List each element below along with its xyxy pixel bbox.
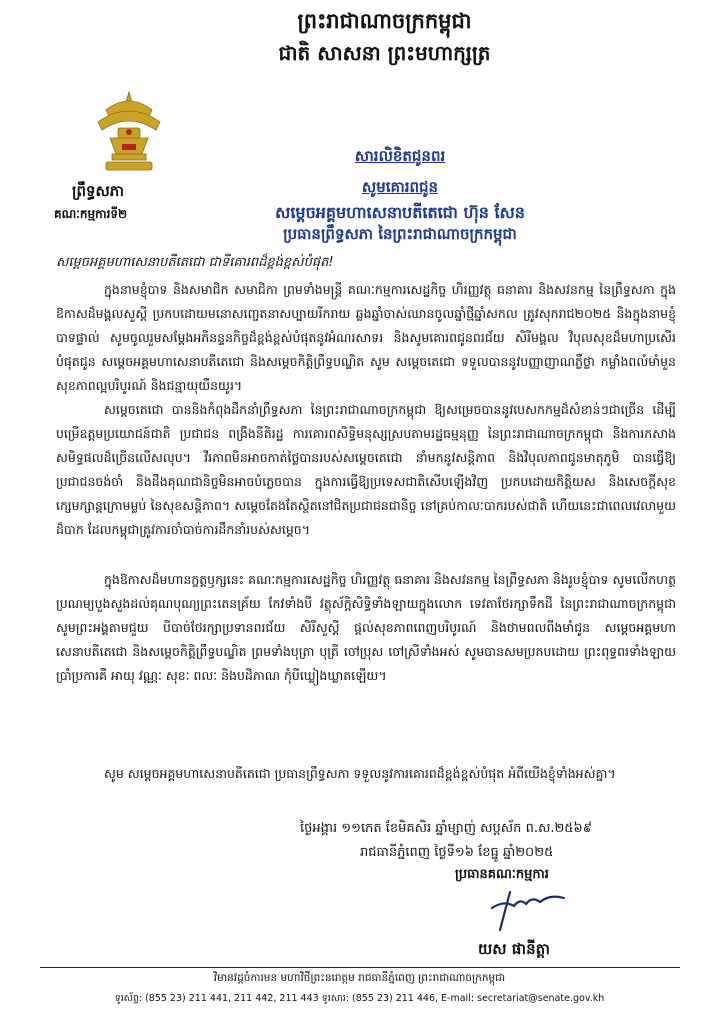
signature-icon: [470, 878, 580, 936]
body-paragraph-4-text: សូម សម្ដេចអគ្គមហាសេនាបតីតេជោ ប្រធានព្រឹទ្ធសភា ទទួលនូវការគោរពដ៏ខ្ពង់ខ្ពស់បំផុត អំពីយើងខ្ញុំទាំងអស់គ្នា។: [104, 766, 616, 781]
signer-title: ប្រធានគណៈកម្មការ: [455, 867, 549, 882]
body-paragraph-3: [56, 568, 676, 760]
body-paragraph-3-text: ក្នុងឱកាសដ៏មហានក្ខត្តឫក្សនេះ គណៈកម្មការសេដ្ឋកិច្ច ហិរញ្ញវត្ថុ ធនាគារ និងសវនកម្ម នៃព្រឹទ្ធសភា និងរូបខ្ញុំបាទ សូមលើកហត្ថប្រណម្យបួងសួងដល់គុណបុណ្យព្រះតេនគ្រ័យ កែវទាំងបី វត្ថុស័ក្តិសិទ្ធិទាំងឡាយក្នុងលោក ទេវតាថែរក្សាទឹកដី នៃព្រះរាជាណាចក្រកម្ពុជា សូមព្រះអង្គតាមជួយ បីបាច់ថែរក្សាប្រទានពរជ័យ សិរីសួស្ដី ផ្ដល់សុខភាពពេញបរិបូរណ៍ និងថាមពលពីងមាំជូន សម្ដេចអគ្គមហាសេនាបតីតេជោ និងសម្ដេចកិត្តិព្រឹទ្ធបណ្ឌិត ព្រមទាំងបុត្រា បុត្រី ចៅប្រុស ចៅស្រីទាំងអស់ សូមបានសមប្រកបដោយ ព្រះពុទ្ធពរទាំងឡាយប្រាំប្រការគឺ អាយុ វណ្ណៈ សុខៈ ពលៈ និងបដិភាណ កុំបីឃ្លៀងឃ្លាតឡើយ។: [56, 572, 676, 683]
body-paragraph-1: [56, 278, 676, 398]
solar-date: រាជធានីភ្នំពេញ ថ្ងៃទី១៦ ខែធ្នូ ឆ្នាំ២០២៥: [360, 845, 554, 860]
body-paragraph-2: [56, 398, 676, 568]
footer-divider: [40, 967, 680, 968]
national-motto: ជាតិ សាសនា ព្រះមហាក្សត្រ: [278, 41, 491, 65]
recipient-role: ប្រធានព្រឹទ្ធសភា នៃព្រះរាជាណាចក្រកម្ពុជា: [283, 225, 517, 243]
kingdom-title: ព្រះរាជាណាចក្រកម្ពុជា: [297, 9, 472, 33]
body-paragraph-1-text: ក្នុងនាមខ្ញុំបាទ និងសមាជិក សមាជិកា ព្រមទាំងមន្ត្រី គណៈកម្មការសេដ្ឋកិច្ច ហិរញ្ញវត្ថុ ធនាគារ និងសវនកម្ម នៃព្រឹទ្ធសភា ក្នុងឱកាសដ៏មង្គលសួស្ដី ប្រកបដោយមនោសញ្ចេតនាសប្បាយរីករាយ ឆ្លងឆ្នាំចាស់ឈានចូលឆ្នាំថ្មីឆ្នាំសកល ត្រូវសុករាជ២០២៥ និងក្នុងនាមខ្ញុំបាទផ្ទាល់ សូមចូលរួមសម្ដែងអភិនន្ទនកិច្ចដ៏ខ្ពង់ខ្ពស់បំផុតនូវអំណរសាទរ និងសូមគោរពជូនពរជ័យ សិរីមង្គល វិបុលសុខដ៏មហាប្រសើរបំផុតជូន សម្ដេចអគ្គមហាសេនាបតីតេជោ និងសម្ដេចកិត្តិព្រឹទ្ធបណ្ឌិត សូម សម្ដេចតេជោ ទទួលបាននូវបញ្ញាញាណភ្លឺថ្លា កម្លាំងពលំមាំមួន សុខភាពល្អបរិបូរណ៍ និងជន្មាយុយឺនយូរ។: [56, 282, 676, 393]
recipient-name: សម្ដេចអគ្គមហាសេនាបតីតេជោ ហ៊ុន សែន: [275, 203, 525, 222]
commission-label: គណៈកម្មការទី២: [54, 207, 128, 221]
lunar-date: ថ្ងៃអង្គារ ១១កេត ខែមិគសិរ ឆ្នាំម្សាញ់ សប្តស័ក ព.ស.២៥៦៩: [300, 821, 592, 836]
senate-label: ព្រឹទ្ធសភា: [72, 182, 125, 200]
salutation: សម្ដេចអគ្គមហាសេនាបតីតេជោ ជាទីគោរពដ៏ខ្ពង់ខ្ពស់បំផុត!: [56, 255, 334, 270]
body-paragraph-4: [56, 762, 676, 810]
signer-name: យស ផានីត្តា: [478, 940, 550, 958]
footer-contact: ទូរស័ព្ទ: (855 23) 211 441, 211 442, 211 443 ទូរសារ: (855 23) 211 446, E-mail: secretariat@senate.gov.kh: [114, 993, 605, 1004]
respectfully-to: សូមគោរពជូន: [361, 178, 439, 196]
document-title: សារលិខិតជូនពរ: [354, 147, 446, 165]
footer-address: វិមានវដ្តចំការមន មហាវិថីព្រះនរោត្តម រាជធានីភ្នំពេញ ព្រះរាជាណាចក្រកម្ពុជា: [213, 972, 506, 984]
body-paragraph-2-text: សម្ដេចតេជោ បាននិងកំពុងដឹកនាំព្រឹទ្ធសភា នៃព្រះរាជាណាចក្រកម្ពុជា ឱ្យសម្រេចបាននូវបេសកកម្មដ៏សំខាន់ៗជាច្រើន ដើម្បីបម្រើឧត្តមប្រយោជន៍ជាតិ ប្រជាជន ពង្រឹងនីតិរដ្ឋ ការគោរពសិទ្ធិមនុស្សស្របតាមរដ្ឋធម្មនុញ្ញ នៃព្រះរាជាណាចក្រកម្ពុជា និងការកសាងសមិទ្ធផលដ៏ច្រើនលើសលុប។ វីរភាពមិនអាចកាត់ថ្លៃបានរបស់សម្ដេចតេជោ នាំមកនូវសន្តិភាព និងវិបុលភាពជូនមាតុភូមិ បានធ្វើឱ្យប្រជាជនចង់ចាំ និងដឹងគុណជានិច្ចមិនអាចបំភ្លេចបាន ក្នុងការធ្វើឱ្យប្រទេសជាតិសើបឡើងវិញ ប្រកបដោយកិត្តិយស និងសេចក្ដីសុខក្សេមក្សាន្តក្រោមម្លប់ នៃសុខសន្តិភាព។ សម្ដេចតែងតែស្ថិតនៅជិតប្រជាជនជានិច្ច នៅគ្រប់កាលៈបាករបស់ជាតិ ហើយនេះជាពេលវេលាមួយដ៏បាក ដែលកម្ពុជាត្រូវការចាំបាច់ការដឹកនាំរបស់សម្ដេច។: [56, 402, 676, 537]
